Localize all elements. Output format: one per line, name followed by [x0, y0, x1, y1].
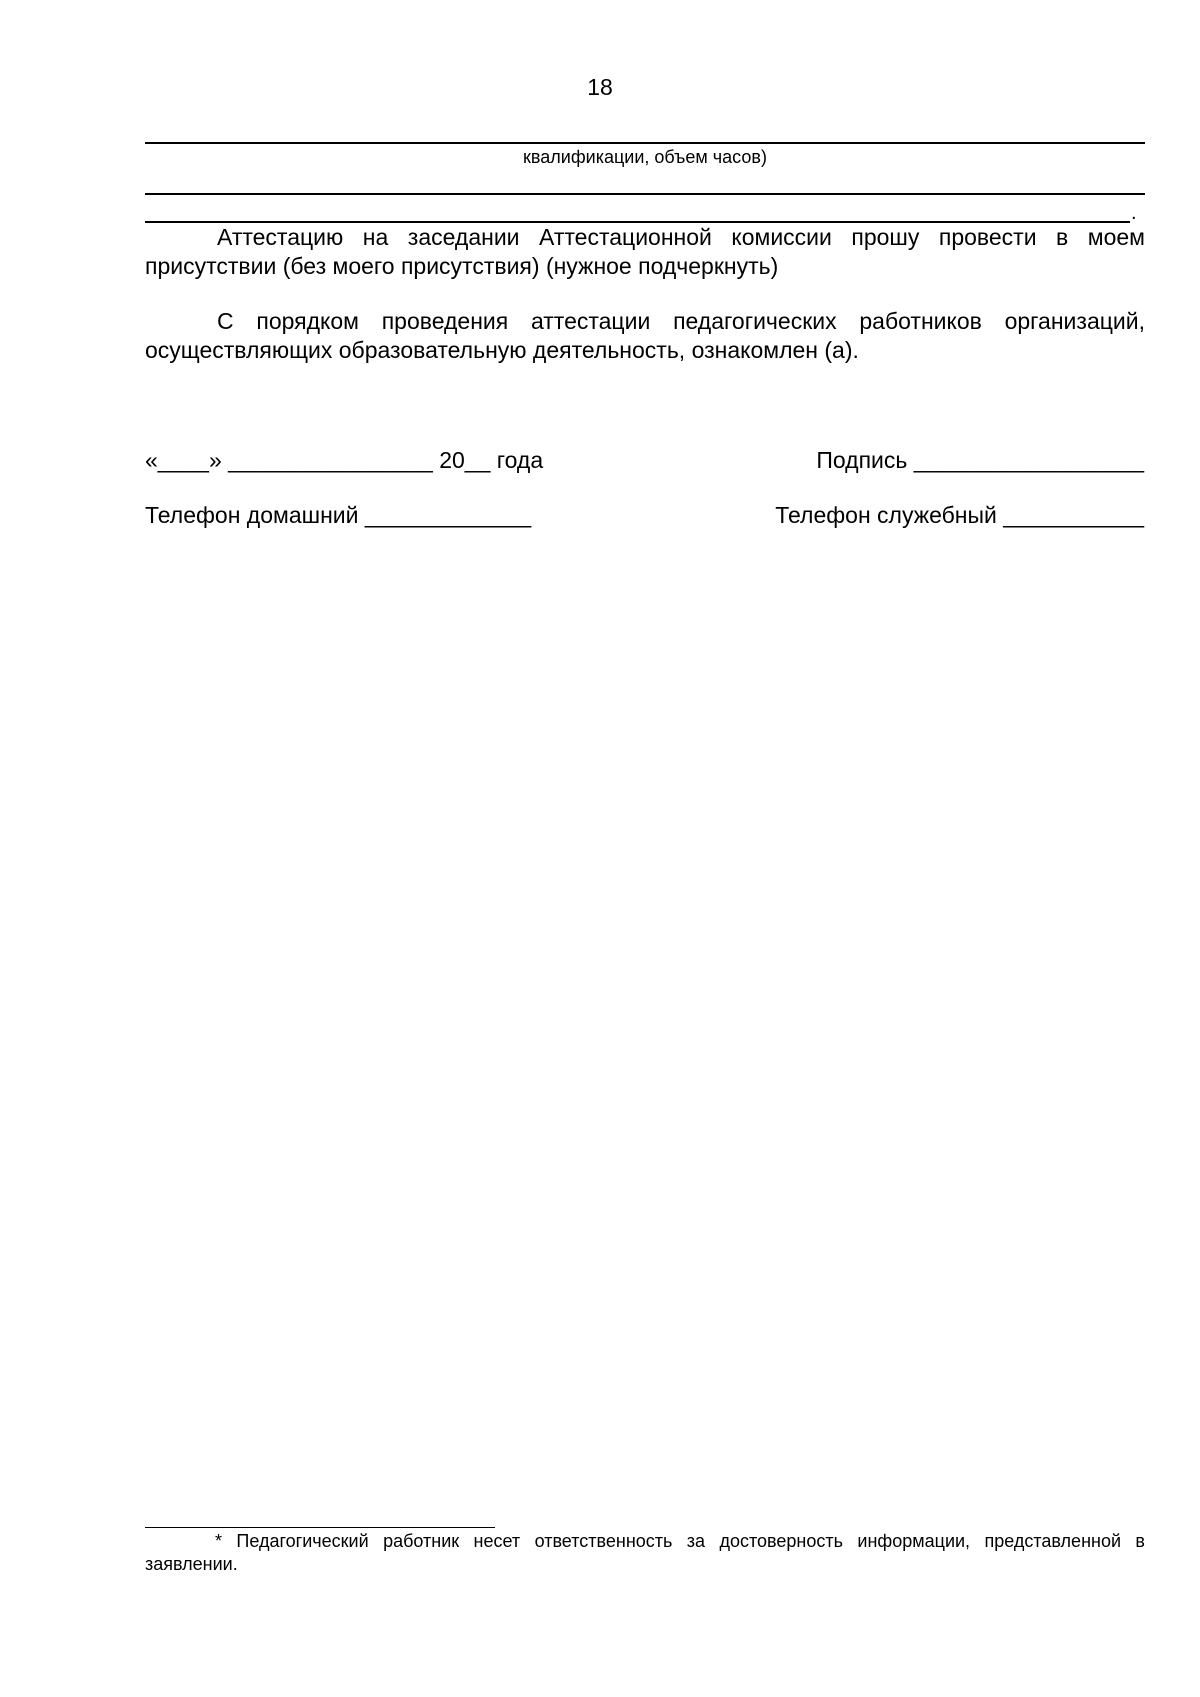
date-field: «____» ________________ 20__ года [145, 447, 544, 473]
acknowledgement-paragraph: С порядком проведения аттестации педагогических работников организаций, осуществляющих образовательную деятельность, ознакомлен (а). [145, 308, 1145, 363]
line-end-dot: . [1131, 202, 1137, 224]
field-caption: квалификации, объем часов) [523, 147, 767, 167]
page-number: 18 [587, 74, 613, 100]
footnote: * Педагогический работник несет ответственность за достоверность информации, представленной в заявлении. [145, 1531, 1145, 1574]
home-phone-field: Телефон домашний _____________ [145, 502, 532, 528]
fill-line [145, 142, 1145, 144]
attestation-request-paragraph: Аттестацию на заседании Аттестационной комиссии прошу провести в моем присутствии (без моего присутствия) (нужное подчеркнуть) [145, 224, 1145, 279]
signature-field: Подпись __________________ [816, 447, 1144, 473]
work-phone-field: Телефон служебный ___________ [775, 502, 1144, 528]
fill-line [145, 193, 1145, 195]
footnote-separator [145, 1527, 495, 1528]
